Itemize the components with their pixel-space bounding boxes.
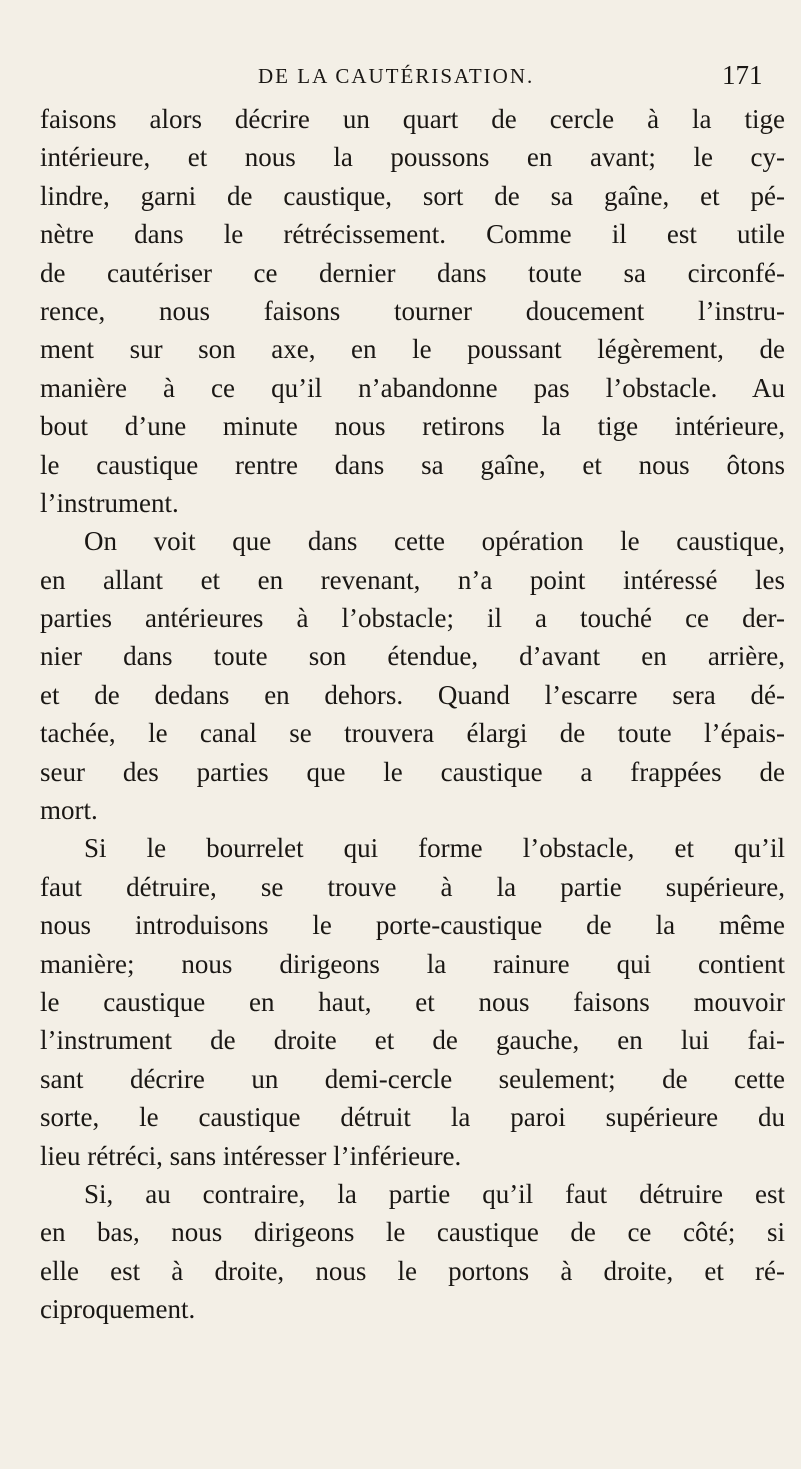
paragraph [40, 522, 785, 829]
text-line: ment sur son axe, en le poussant légèrement, de [40, 334, 785, 365]
running-head [0, 60, 801, 94]
text-line: le caustique rentre dans sa gaîne, et nous ôtons [40, 449, 785, 480]
text-line: seur des parties que le caustique a frappées de [40, 756, 785, 787]
text-line: mort. [40, 795, 98, 826]
text-line: parties antérieures à l’obstacle; il a touché ce der- [40, 603, 785, 634]
text-line: nier dans toute son étendue, d’avant en arrière, [40, 641, 785, 672]
text-line: l’instrument de droite et de gauche, en lui fai- [40, 1025, 785, 1056]
text-line: en bas, nous dirigeons le caustique de ce côté; si [40, 1217, 785, 1248]
paragraph [40, 1175, 785, 1329]
body-text [40, 100, 785, 1329]
text-line: manière; nous dirigeons la rainure qui contient [40, 948, 785, 979]
text-line: elle est à droite, nous le portons à droite, et ré- [40, 1255, 785, 1286]
text-line: sorte, le caustique détruit la paroi supérieure du [40, 1102, 785, 1133]
text-line: nous introduisons le porte-caustique de la même [40, 910, 785, 941]
text-line: Si, au contraire, la partie qu’il faut détruire est [84, 1178, 785, 1209]
text-line: sant décrire un demi-cercle seulement; de cette [40, 1063, 785, 1094]
text-line: ciproquement. [40, 1294, 196, 1325]
text-line: faut détruire, se trouve à la partie supérieure, [40, 871, 785, 902]
text-line: rence, nous faisons tourner doucement l’instru- [40, 295, 785, 326]
text-line: lieu rétréci, sans intéresser l’inférieure. [40, 1140, 462, 1171]
text-line: le caustique en haut, et nous faisons mouvoir [40, 986, 785, 1017]
paragraph [40, 100, 785, 522]
page-number: 171 [722, 60, 763, 90]
paragraph [40, 829, 785, 1175]
text-line: et de dedans en dehors. Quand l’escarre sera dé- [40, 679, 785, 710]
text-line: de cautériser ce dernier dans toute sa circonfé- [40, 257, 785, 288]
text-line: nètre dans le rétrécissement. Comme il est utile [40, 219, 785, 250]
text-line: tachée, le canal se trouvera élargi de toute l’épais- [40, 718, 785, 749]
text-line: faisons alors décrire un quart de cercle à la tige [40, 104, 785, 134]
text-line: en allant et en revenant, n’a point intéressé les [40, 564, 785, 595]
text-line: manière à ce qu’il n’abandonne pas l’obstacle. Au [40, 372, 785, 403]
running-title: DE LA CAUTÉRISATION. [258, 64, 535, 88]
text-line: lindre, garni de caustique, sort de sa gaîne, et pé- [40, 180, 785, 211]
text-line: Si le bourrelet qui forme l’obstacle, et qu’il [84, 833, 785, 864]
text-line: bout d’une minute nous retirons la tige intérieure, [40, 411, 785, 442]
text-line: intérieure, et nous la poussons en avant; le cy- [40, 142, 785, 173]
text-line: On voit que dans cette opération le caustique, [84, 526, 785, 557]
text-line: l’instrument. [40, 487, 179, 518]
